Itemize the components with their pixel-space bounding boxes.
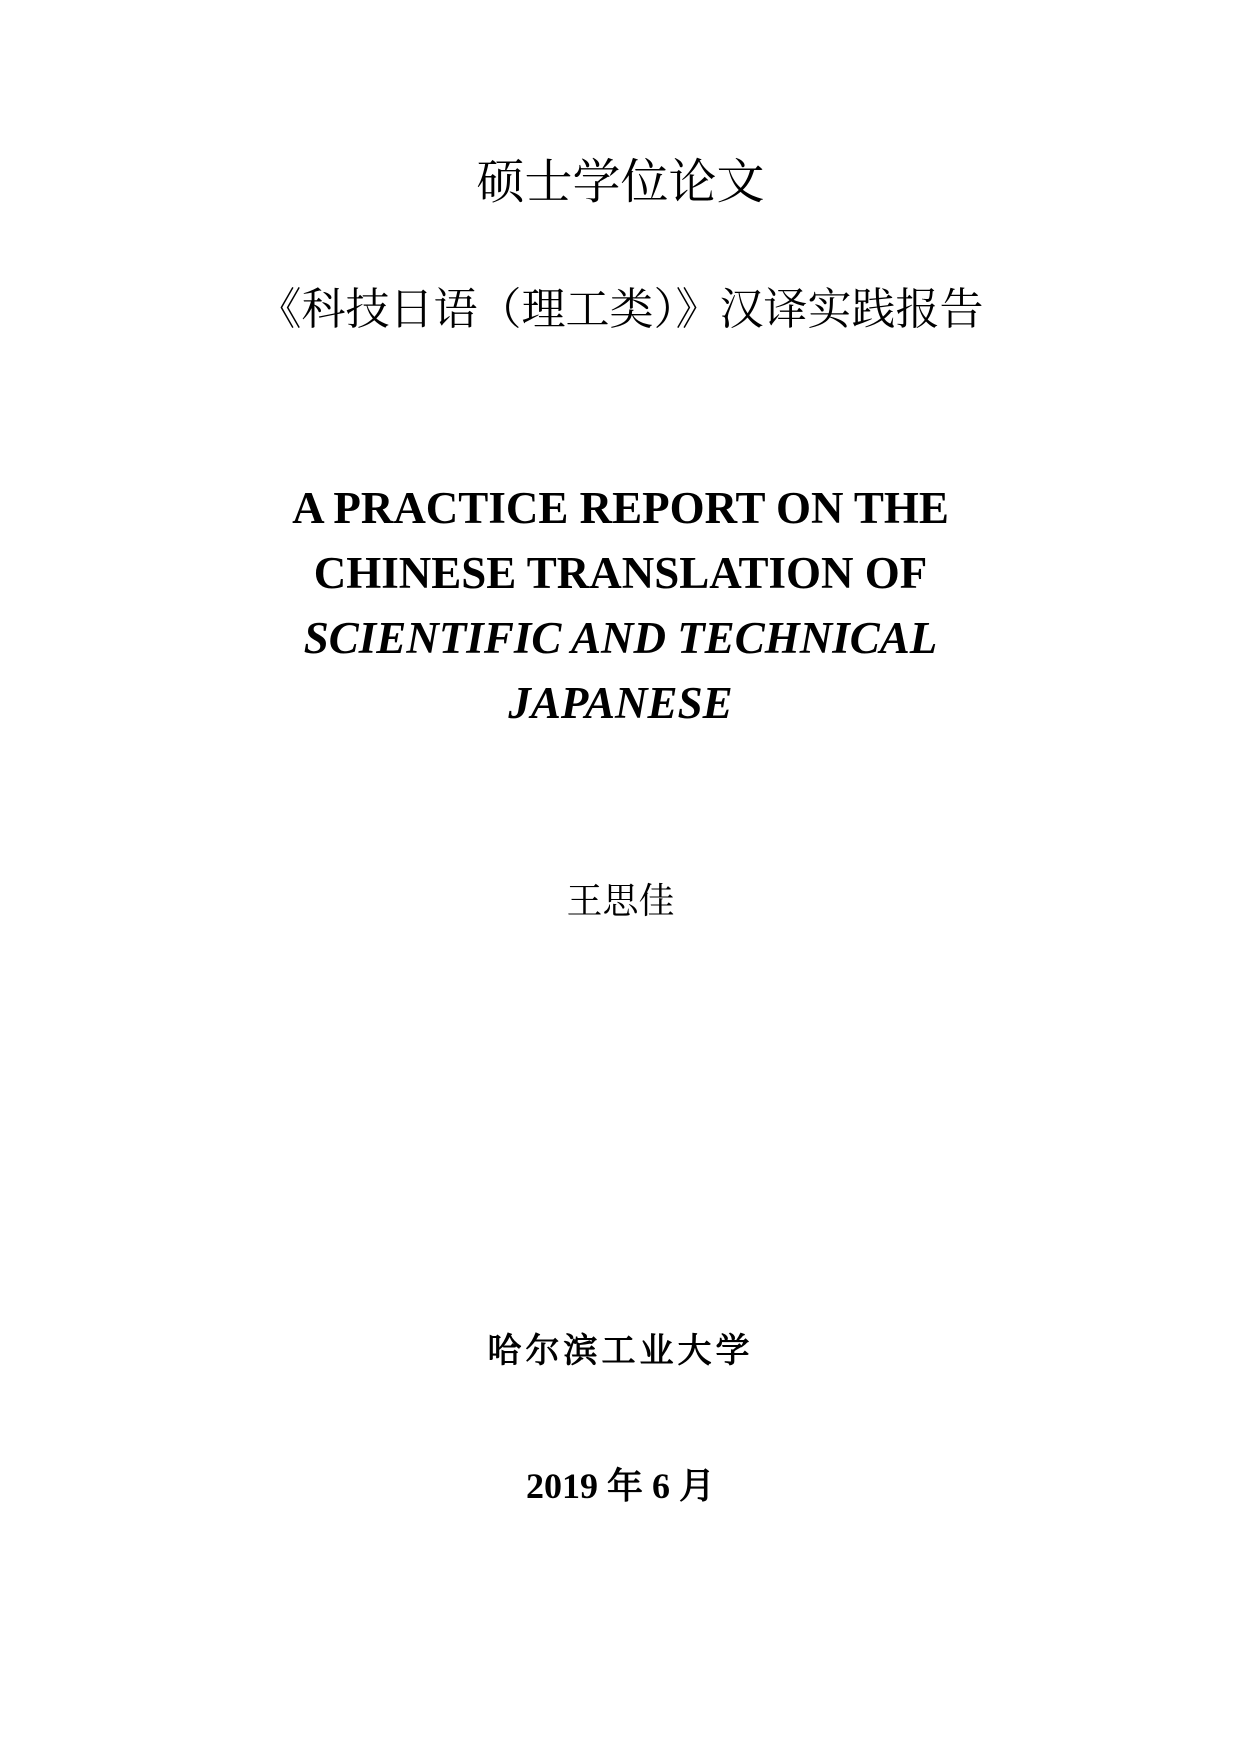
- author-name: 王思佳: [566, 881, 675, 922]
- english-title-line-4: JAPANESE: [508, 678, 733, 728]
- institution-name: 哈尔滨工业大学: [487, 1331, 754, 1371]
- submission-date: 2019 年 6 月: [525, 1466, 715, 1506]
- degree-type-heading: 硕士学位论文: [476, 154, 765, 210]
- english-title-line-2: CHINESE TRANSLATION OF: [313, 548, 928, 598]
- english-title-line-1: A PRACTICE REPORT ON THE: [292, 483, 949, 533]
- chinese-thesis-title: 《科技日语（理工类）》汉译实践报告: [257, 284, 984, 335]
- english-title-line-3: SCIENTIFIC AND TECHNICAL: [303, 613, 938, 663]
- english-thesis-title: [0, 476, 1241, 736]
